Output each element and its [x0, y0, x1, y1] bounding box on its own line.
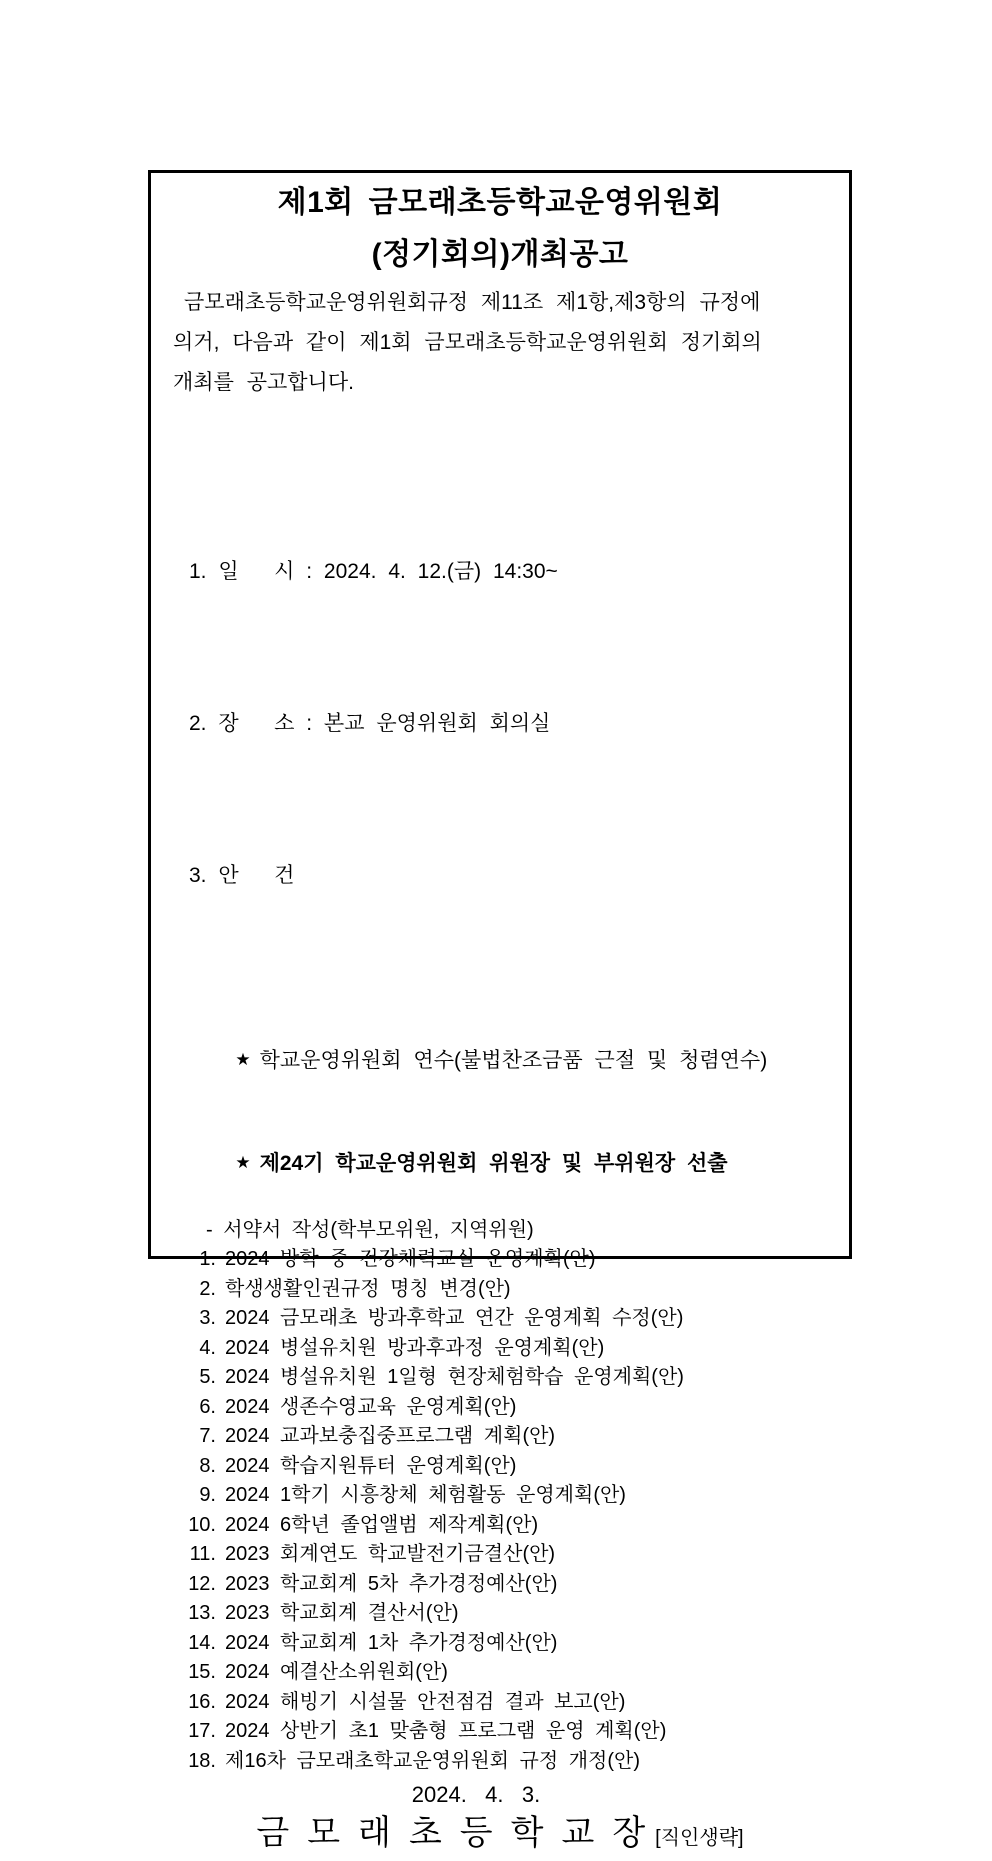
agenda-item-text: 2024 방학 중 건강체력교실 운영계획(안) — [225, 1248, 596, 1270]
meeting-details — [151, 439, 849, 1009]
agenda-item — [151, 1511, 849, 1541]
agenda-item-text: 학생생활인권규정 명칭 변경(안) — [225, 1277, 511, 1300]
agenda-item — [151, 1540, 849, 1570]
intro-paragraph — [173, 283, 833, 403]
agenda-item-text: 2024 6학년 졸업앨범 제작계획(안) — [225, 1513, 539, 1536]
announcement-date: 2024. 4. 3. — [411, 1782, 541, 1807]
agenda-item-text: 2024 학습지원튜터 운영계획(안) — [225, 1454, 517, 1477]
agenda-item-text: 2024 금모래초 방과후학교 연간 운영계획 수정(안) — [225, 1307, 684, 1329]
agenda-item-number: 17. — [188, 1720, 216, 1742]
agenda-item-text: 2024 1학기 시흥창체 체험활동 운영계획(안) — [225, 1484, 626, 1506]
agenda-item — [151, 1304, 849, 1334]
agenda-item — [151, 1688, 849, 1718]
agenda-item-number: 12. — [188, 1572, 216, 1595]
agenda-item-text: 2023 학교회계 결산서(안) — [225, 1602, 459, 1624]
highlight-text: 제24기 학교운영위원회 위원장 및 부위원장 선출 — [259, 1152, 728, 1175]
meeting-detail-item: 1. 일 시 : 2024. 4. 12.(금) 14:30~ — [189, 560, 558, 583]
agenda-item-text: 2024 학교회계 1차 추가경정예산(안) — [225, 1631, 558, 1654]
agenda-item — [151, 1570, 849, 1600]
intro-line: 금모래초등학교운영위원회규정 제11조 제1항,제3항의 규정에 — [184, 291, 761, 314]
agenda-item-number: 7. — [199, 1425, 216, 1447]
agenda-item-text: 2024 생존수영교육 운영계획(안) — [225, 1395, 517, 1418]
agenda-highlight-election — [151, 1112, 849, 1215]
agenda-item-number: 13. — [188, 1602, 216, 1624]
seal-omitted-note: [직인생략] — [655, 1827, 744, 1849]
agenda-item — [151, 1334, 849, 1364]
agenda-item-number: 6. — [199, 1395, 216, 1418]
agenda-item-number: 9. — [199, 1484, 216, 1506]
notice-title-line1: 제1회 금모래초등학교운영위원회 — [277, 186, 723, 219]
agenda-item — [151, 1658, 849, 1688]
agenda-item — [151, 1629, 849, 1659]
agenda-item-text: 2024 병설유치원 방과후과정 운영계획(안) — [225, 1336, 605, 1359]
agenda-item-number: 15. — [188, 1661, 216, 1683]
notice-title-line2: (정기회의)개최공고 — [371, 238, 629, 271]
signature-line — [151, 1812, 849, 1861]
agenda-item-text: 2024 상반기 초1 맞춤형 프로그램 운영 계획(안) — [225, 1720, 667, 1742]
agenda-item — [151, 1363, 849, 1393]
agenda-item-text: 2024 병설유치원 1일형 현장체험학습 운영계획(안) — [225, 1366, 684, 1388]
principal-signature: 금모래초등학교장 — [256, 1814, 664, 1852]
agenda-item — [151, 1599, 849, 1629]
agenda-item — [151, 1717, 849, 1747]
agenda-item — [151, 1245, 849, 1275]
agenda-item-text: 2023 회계연도 학교발전기금결산(안) — [225, 1543, 556, 1565]
notice-document-frame — [148, 170, 852, 1852]
agenda-item-number: 4. — [199, 1336, 216, 1359]
agenda-item-number: 3. — [199, 1307, 216, 1329]
agenda-item — [151, 1452, 849, 1482]
agenda-item — [151, 1393, 849, 1423]
highlight-text: 학교운영위원회 연수(불법찬조금품 근절 및 청렴연수) — [259, 1049, 768, 1072]
agenda-item — [151, 1747, 849, 1777]
agenda-list — [151, 1245, 849, 1776]
agenda-item-text: 2024 해빙기 시설물 안전점검 결과 보고(안) — [225, 1690, 626, 1713]
star-icon: ★ — [235, 1050, 251, 1069]
intro-line: 의거, 다음과 같이 제1회 금모래초등학교운영위원회 정기회의 — [173, 331, 762, 354]
agenda-item — [151, 1481, 849, 1511]
agenda-item-text: 2024 교과보충집중프로그램 계획(안) — [225, 1425, 556, 1447]
meeting-detail-item: 2. 장 소 : 본교 운영위원회 회의실 — [189, 712, 551, 735]
agenda-item-text: 제16차 금모래초학교운영위원회 규정 개정(안) — [225, 1749, 640, 1772]
agenda-highlight-training — [151, 1009, 849, 1112]
star-icon: ★ — [235, 1153, 251, 1172]
agenda-item-text: 2024 예결산소위원회(안) — [225, 1661, 448, 1683]
agenda-item-number: 18. — [188, 1749, 216, 1772]
agenda-item-number: 5. — [199, 1366, 216, 1388]
agenda-item-number: 1. — [199, 1248, 216, 1270]
agenda-item — [151, 1275, 849, 1305]
agenda-item-number: 8. — [199, 1454, 216, 1477]
agenda-item — [151, 1422, 849, 1452]
agenda-item-number: 10. — [188, 1513, 216, 1536]
sub-item-pledge: - 서약서 작성(학부모위원, 지역위원) — [206, 1219, 534, 1241]
meeting-detail-item: 3. 안 건 — [189, 864, 295, 887]
notice-title — [151, 177, 849, 281]
agenda-item-number: 2. — [199, 1277, 216, 1300]
intro-line: 개최를 공고합니다. — [173, 371, 354, 394]
agenda-item-number: 11. — [189, 1543, 216, 1565]
agenda-item-text: 2023 학교회계 5차 추가경정예산(안) — [225, 1572, 558, 1595]
agenda-item-number: 16. — [188, 1690, 216, 1713]
agenda-item-number: 14. — [188, 1631, 216, 1654]
